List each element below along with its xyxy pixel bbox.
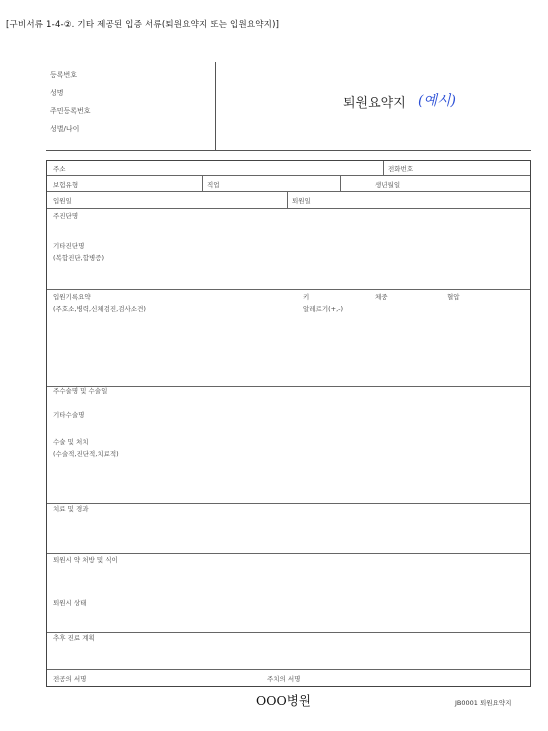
birth-date-label: 생년월일 — [375, 181, 401, 189]
procedure-note: (수술적,진단적,치료적) — [53, 450, 119, 458]
admission-summary-label: 입원기록요약 — [53, 293, 91, 301]
discharge-medication-label: 퇴원시 약 처방 및 식이 — [53, 556, 118, 564]
other-surgery-label: 기타수술명 — [53, 411, 85, 419]
row-divider — [47, 503, 530, 504]
admission-summary-note: (주호소,병력,신체검진,검사소견) — [53, 305, 146, 313]
name-label: 성명 — [50, 89, 64, 97]
other-diagnosis-note: (복합진단,합병증) — [53, 254, 105, 262]
document-caption: [구비서류 1-4-②. 기타 제공된 입증 서류(퇴원요약지 또는 입원요약지)] — [6, 20, 280, 30]
occupation-label: 직업 — [207, 181, 220, 189]
weight-label: 체중 — [375, 293, 388, 301]
registration-number-label: 등록번호 — [50, 71, 78, 79]
row-divider — [47, 175, 530, 176]
form-code: JB0001 퇴원요약지 — [455, 699, 512, 707]
document-title: 퇴원요약지 — [343, 96, 406, 111]
blood-pressure-label: 혈압 — [447, 293, 460, 301]
phone-label: 전화번호 — [388, 165, 414, 173]
resident-number-label: 주민등록번호 — [50, 107, 91, 115]
resident-signature-label: 전공의 서명 — [53, 675, 87, 683]
example-marker: (예시) — [418, 93, 456, 109]
header-bottom-rule — [46, 150, 531, 151]
row-divider — [47, 386, 530, 387]
attending-signature-label: 주치의 서명 — [267, 675, 301, 683]
row-divider — [47, 208, 530, 209]
treatment-course-label: 치료 및 경과 — [53, 505, 89, 513]
header-divider — [215, 62, 216, 150]
procedure-label: 수술 및 처치 — [53, 438, 89, 446]
address-label: 주소 — [53, 165, 66, 173]
discharge-status-label: 퇴원시 상태 — [53, 599, 87, 607]
height-label: 키 — [303, 293, 310, 301]
primary-diagnosis-label: 주진단명 — [53, 212, 79, 220]
other-diagnosis-label: 기타진단명 — [53, 242, 85, 250]
main-surgery-label: 주수술명 및 수술일 — [53, 387, 108, 395]
admission-date-label: 입원일 — [53, 197, 72, 205]
discharge-date-label: 퇴원일 — [292, 197, 311, 205]
col-divider — [202, 176, 203, 192]
row-divider — [47, 632, 530, 633]
sex-age-label: 성별/나이 — [50, 125, 80, 133]
col-divider — [383, 161, 384, 176]
row-divider — [47, 191, 530, 192]
col-divider — [340, 176, 341, 192]
col-divider — [287, 192, 288, 209]
followup-plan-label: 추후 진료 계획 — [53, 634, 95, 642]
row-divider — [47, 669, 530, 670]
allergy-label: 알레르기(+,-) — [303, 305, 344, 313]
row-divider — [47, 289, 530, 290]
hospital-name: OOO병원 — [256, 693, 311, 708]
row-divider — [47, 553, 530, 554]
summary-form-table — [46, 160, 531, 687]
insurance-type-label: 보험유형 — [53, 181, 79, 189]
